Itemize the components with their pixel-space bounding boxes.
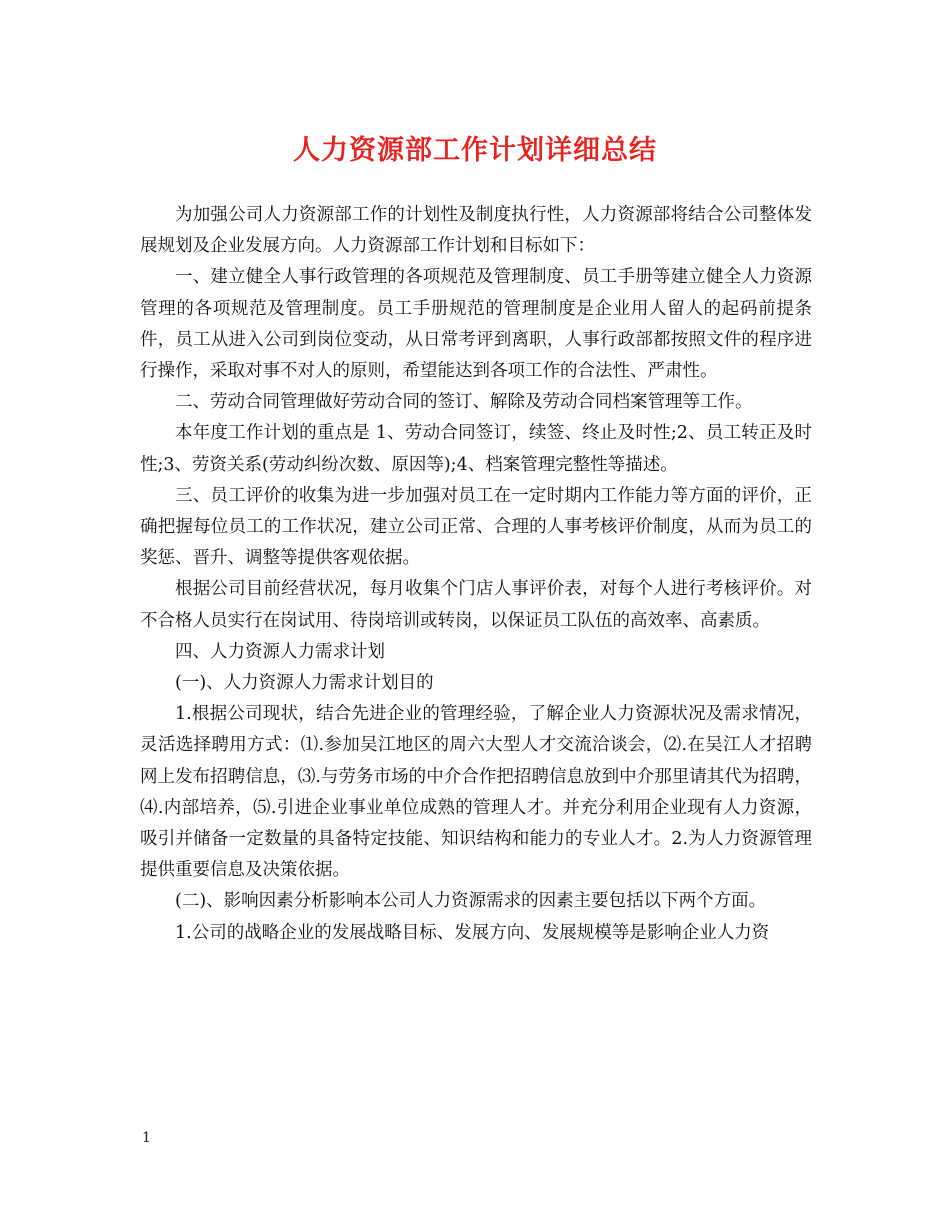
page-number: 1: [142, 1130, 151, 1146]
paragraph-subsection-1-detail: 1.根据公司现状，结合先进企业的管理经验，了解企业人力资源状况及需求情况，灵活选择聘用方式：⑴.参加吴江地区的周六大型人才交流洽谈会，⑵.在吴江人才招聘网上发布招聘信息，⑶.与劳务市场的中介合作把招聘信息放到中介那里请其代为招聘，⑷.内部培养，⑸.引进企业事业单位成熟的管理人才。并充分利用企业现有人力资源，吸引并储备一定数量的具备特定技能、知识结构和能力的专业人才。2.为人力资源管理提供重要信息及决策依据。: [140, 704, 812, 881]
paragraph-section-3: 三、员工评价的收集为进一步加强对员工在一定时期内工作能力等方面的评价，正确把握每位员工的工作状况，建立公司正常、合理的人事考核评价制度，从而为员工的奖惩、晋升、调整等提供客观依据。: [140, 485, 812, 569]
paragraph-section-1: 一、建立健全人事行政管理的各项规范及管理制度、员工手册等建立健全人力资源管理的各项规范及管理制度。员工手册规范的管理制度是企业用人留人的起码前提条件，员工从进入公司到岗位变动，从日常考评到离职，人事行政部都按照文件的程序进行操作，采取对事不对人的原则，希望能达到各项工作的合法性、严肃性。: [140, 267, 812, 382]
paragraph-section-2-detail: 本年度工作计划的重点是 1、劳动合同签订，续签、终止及时性;2、员工转正及时性;3、劳资关系(劳动纠纷次数、原因等);4、档案管理完整性等描述。: [140, 423, 812, 475]
document-title: 人力资源部工作计划详细总结: [293, 135, 657, 166]
paragraph-subsection-1-heading: (一)、人力资源人力需求计划目的: [175, 673, 434, 694]
paragraph-section-4-heading: 四、人力资源人力需求计划: [175, 641, 385, 662]
paragraph-intro: 为加强公司人力资源部工作的计划性及制度执行性，人力资源部将结合公司整体发展规划及企业发展方向。人力资源部工作计划和目标如下：: [140, 205, 812, 257]
paragraph-section-3-detail: 根据公司目前经营状况，每月收集个门店人事评价表，对每个人进行考核评价。对不合格人员实行在岗试用、待岗培训或转岗，以保证员工队伍的高效率、高素质。: [140, 579, 812, 631]
paragraph-section-2: 二、劳动合同管理做好劳动合同的签订、解除及劳动合同档案管理等工作。: [175, 392, 753, 413]
paragraph-subsection-2-detail: 1.公司的战略企业的发展战略目标、发展方向、发展规模等是影响企业人力资: [175, 922, 770, 943]
document-body: [140, 200, 812, 949]
paragraph-subsection-2: (二)、影响因素分析影响本公司人力资源需求的因素主要包括以下两个方面。: [175, 891, 767, 912]
